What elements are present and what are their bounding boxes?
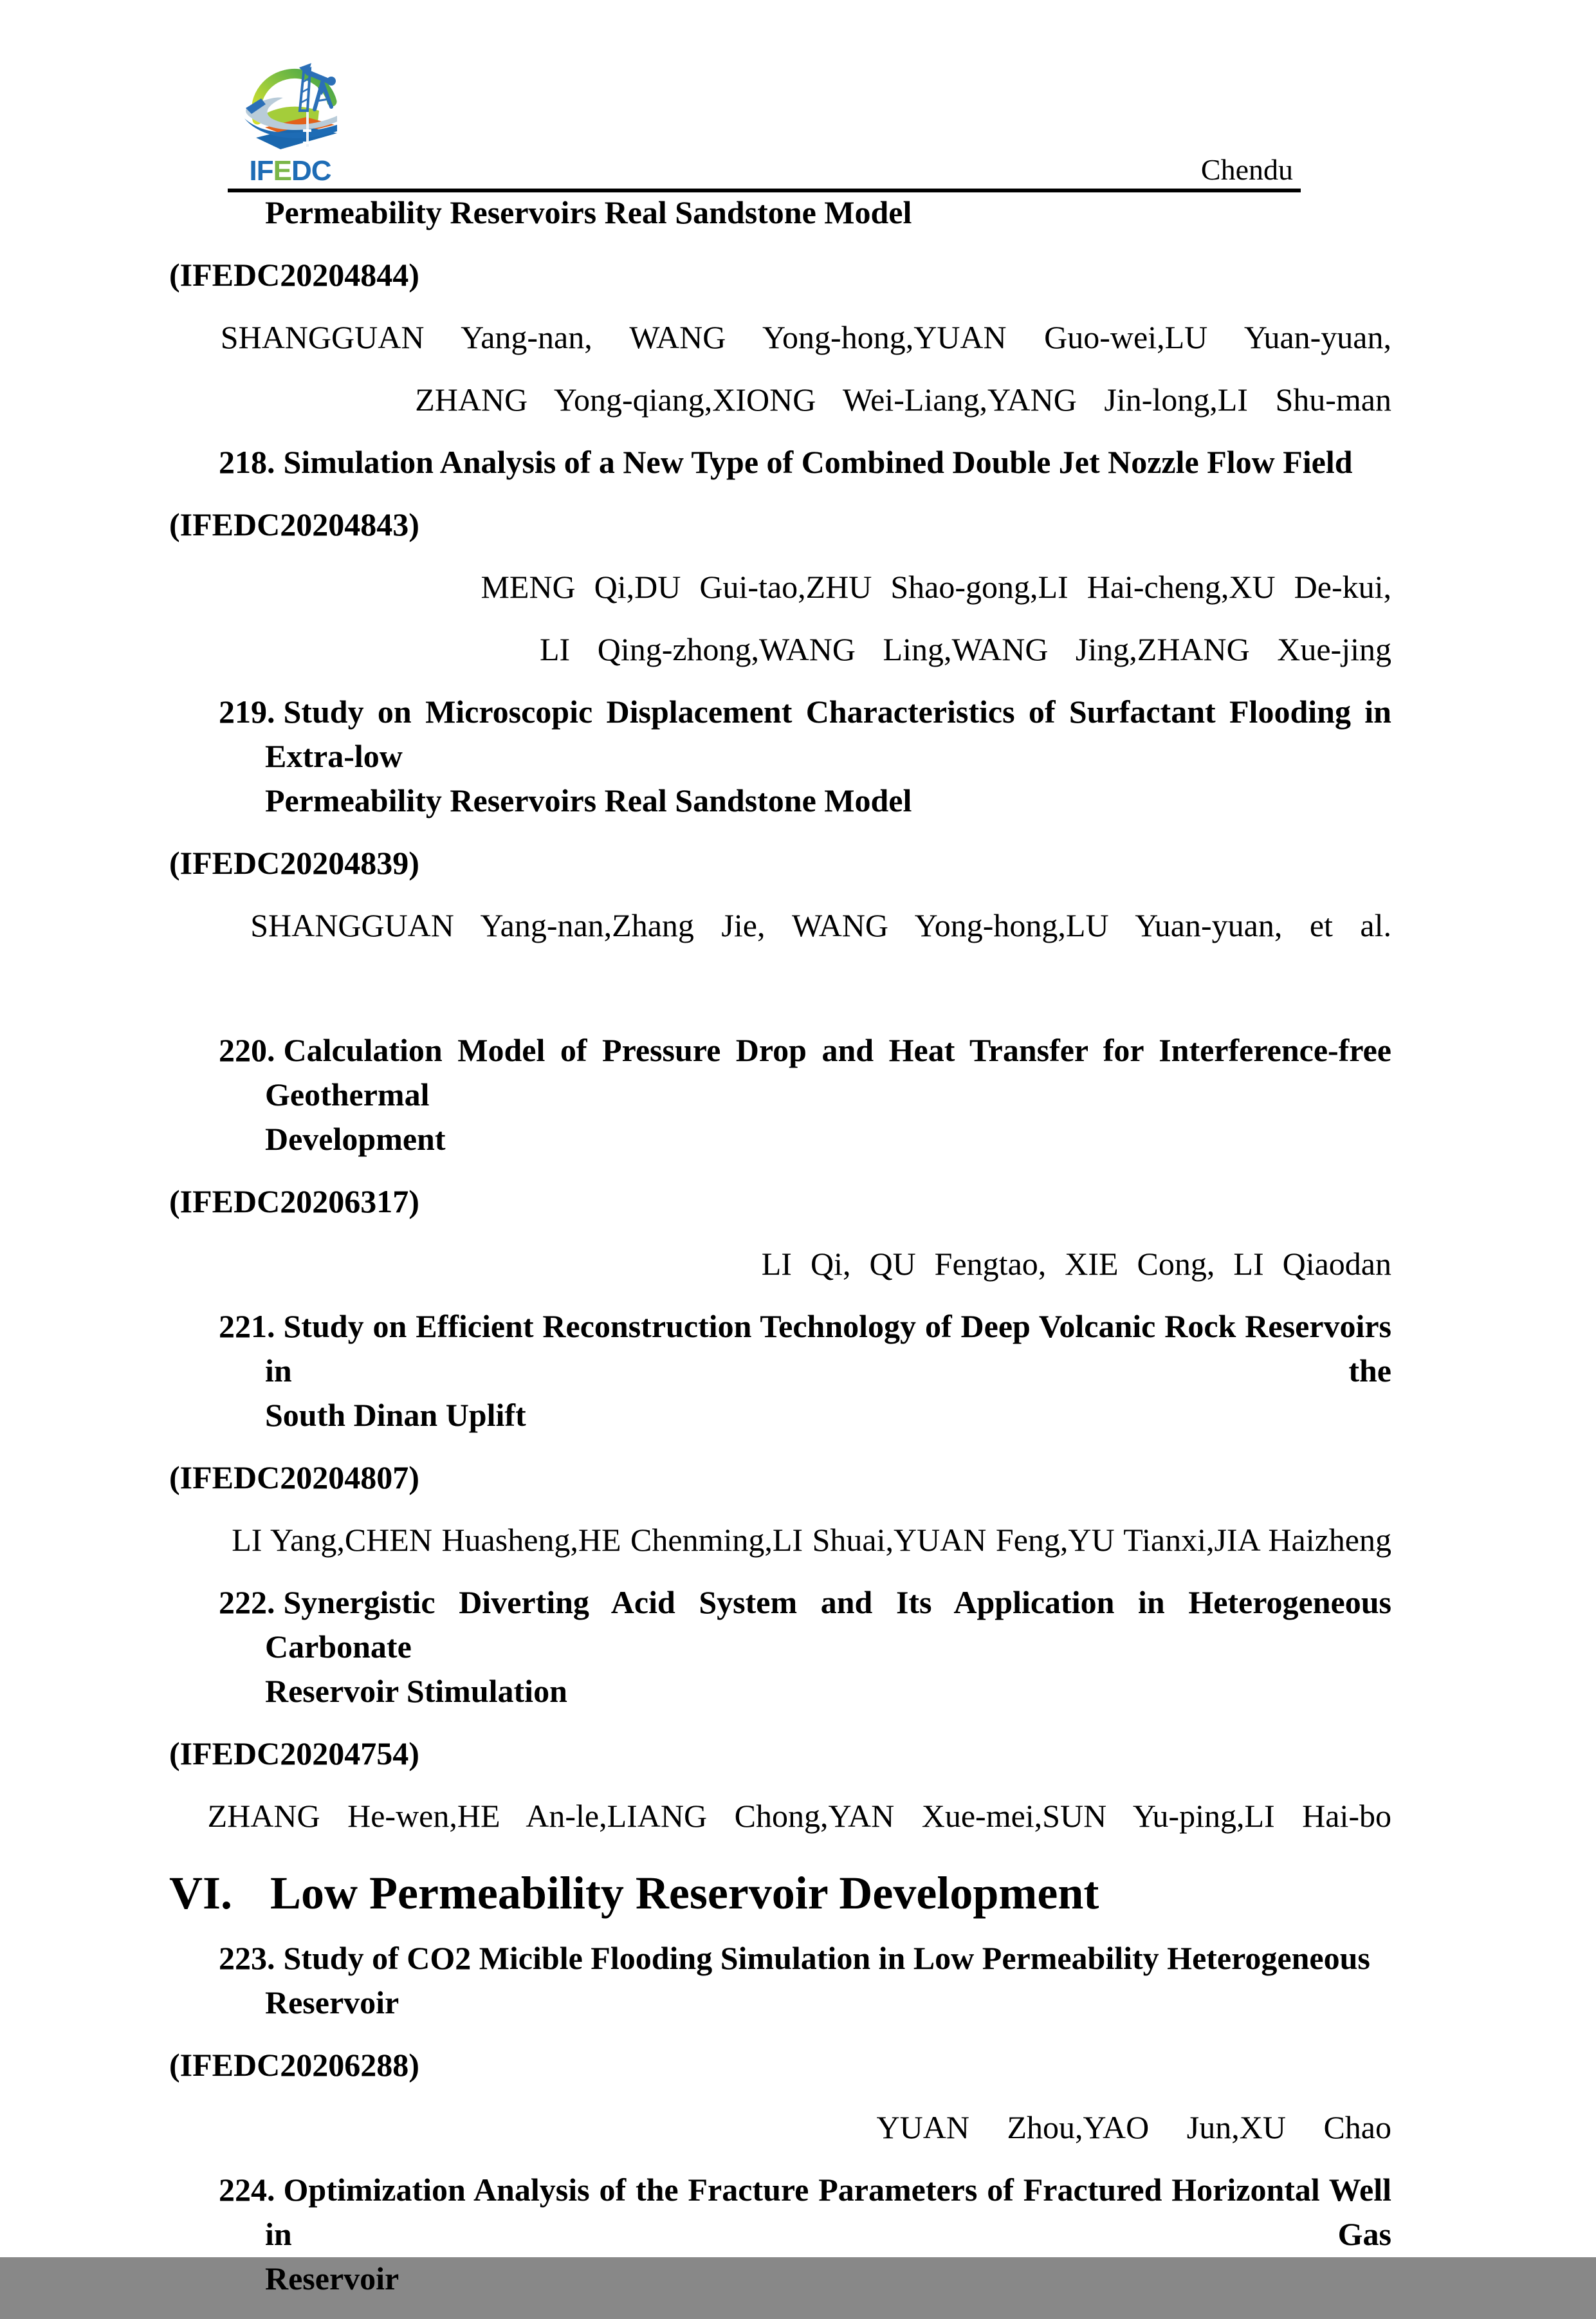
paper-id-218: (IFEDC20204843) (169, 506, 419, 542)
entry-218-title: 218. Simulation Analysis of a New Type of Combined Double Jet Nozzle Flow Field (219, 444, 1353, 480)
author-line: ZHANG Yong-qiang,XIONG Wei-Liang,YANG Jin-long,LI Shu-man (415, 382, 1391, 418)
author-line: SHANGGUAN Yang-nan, WANG Yong-hong,YUAN Guo-wei,LU Yuan-yuan, (220, 319, 1391, 355)
author-line: LI Qi, QU Fengtao, XIE Cong, LI Qiaodan (761, 1246, 1391, 1282)
logo-letter: C (311, 155, 331, 187)
ifedc-logo-text (237, 154, 344, 188)
blank-line (169, 966, 1391, 1010)
entry-number: 220. (219, 1032, 275, 1068)
paper-id-219: (IFEDC20204839) (169, 845, 419, 881)
paper-id-222: (IFEDC20204754) (169, 1735, 419, 1771)
author-line: ZHANG He-wen,HE An-le,LIANG Chong,YAN Xue-mei,SUN Yu-ping,LI Hai-bo (207, 1798, 1391, 1834)
author-line: LI Yang,CHEN Huasheng,HE Chenming,LI Shuai,YUAN Feng,YU Tianxi,JIA Haizheng (232, 1522, 1391, 1558)
logo-letter: E (273, 155, 291, 187)
entry-221-title: 221. Study on Efficient Reconstruction Technology of Deep Volcanic Rock Reservoirs in the South Dinan Uplift (219, 1308, 1391, 1433)
entry-number: 219. (219, 694, 275, 730)
paper-id-221: (IFEDC20204807) (169, 1459, 419, 1495)
author-line: SHANGGUAN Yang-nan,Zhang Jie, WANG Yong-hong,LU Yuan-yuan, et al. (250, 907, 1391, 943)
ifedc-logo (242, 48, 338, 154)
entry-224-title: 224. Optimization Analysis of the Fracture Parameters of Fractured Horizontal Well in Gas Reservoir (219, 2172, 1391, 2296)
author-line: LI Qing-zhong,WANG Ling,WANG Jing,ZHANG Xue-jing (540, 631, 1391, 667)
paper-id-220: (IFEDC20206317) (169, 1183, 419, 1219)
paper-id-223: (IFEDC20206288) (169, 2047, 419, 2083)
section-numeral: VI. (169, 1867, 233, 1919)
author-line: YUAN Zhou,YAO Jun,XU Chao (876, 2109, 1391, 2145)
entry-number: 222. (219, 1584, 275, 1620)
entry-223-title: 223. Study of CO2 Micible Flooding Simulation in Low Permeability Heterogeneous Reservoir (219, 1940, 1370, 2020)
paper-id-217: (IFEDC20204844) (169, 257, 419, 293)
ifedc-logo-icon (242, 48, 338, 154)
logo-letter: I (249, 155, 257, 187)
header-location: Chendu (1200, 153, 1293, 186)
entry-number: 223. (219, 1940, 275, 1976)
logo-letter: D (291, 155, 311, 187)
section-heading (169, 1858, 1391, 1928)
entry-number: 218. (219, 444, 275, 480)
section-title: Low Permeability Reservoir Development (270, 1867, 1099, 1919)
entry-number: 221. (219, 1308, 275, 1344)
logo-letter: F (256, 155, 273, 187)
author-line: MENG Qi,DU Gui-tao,ZHU Shao-gong,LI Hai-cheng,XU De-kui, (481, 569, 1391, 605)
entry-222-title: 222. Synergistic Diverting Acid System and Its Application in Heterogeneous Carbonate Reservoir Stimulation (219, 1584, 1391, 1709)
entry-220-title: 220. Calculation Model of Pressure Drop and Heat Transfer for Interference-free Geothermal Development (219, 1032, 1391, 1157)
carryover-title: Permeability Reservoirs Real Sandstone Model (265, 194, 912, 230)
entry-number: 224. (219, 2172, 275, 2208)
entry-219-title: 219. Study on Microscopic Displacement Characteristics of Surfactant Flooding in Extra-low Permeability Reservoirs Real Sandstone Model (219, 694, 1391, 818)
toc-content (169, 190, 1391, 2319)
